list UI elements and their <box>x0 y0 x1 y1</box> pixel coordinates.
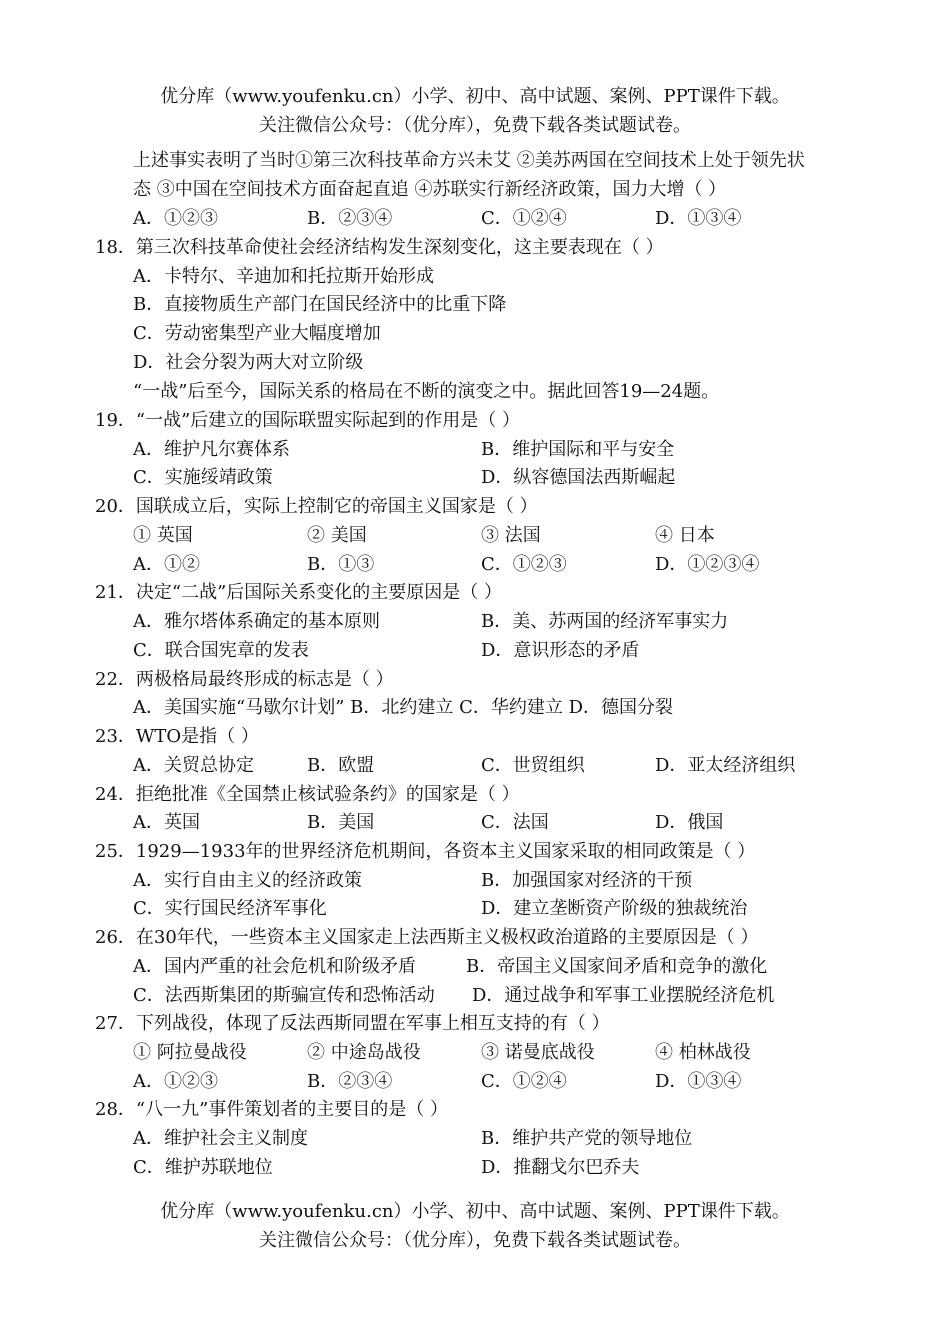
q26-option-b: B．帝国主义国家间矛盾和竞争的激化 <box>466 956 768 977</box>
q27-stem: 27．下列战役，体现了反法西斯同盟在军事上相互支持的有（ ） <box>95 1013 610 1034</box>
q22-stem: 22．两极格局最终形成的标志是（ ） <box>95 669 394 690</box>
q23-option-b: B．欧盟 <box>307 755 375 776</box>
q24-option-b: B．美国 <box>307 812 375 833</box>
q19-option-b: B．维护国际和平与安全 <box>481 439 675 460</box>
q25-option-a: A．实行自由主义的经济政策 <box>133 870 362 891</box>
q22-options: A．美国实施“马歇尔计划” B．北约建立 C．华约建立 D．德国分裂 <box>133 697 673 718</box>
q24-option-c: C．法国 <box>481 812 549 833</box>
q24-stem: 24．拒绝批准《全国禁止核试验条约》的国家是（ ） <box>95 784 520 805</box>
q17-option-a: A．①②③ <box>133 208 218 229</box>
q26-option-a: A．国内严重的社会危机和阶级矛盾 <box>133 956 416 977</box>
q20-option-d: D．①②③④ <box>655 554 760 575</box>
q26-option-c: C．法西斯集团的斯骗宣传和恐怖活动 <box>133 985 435 1006</box>
q28-stem: 28．“八一九”事件策划者的主要目的是（ ） <box>95 1099 449 1120</box>
q26-option-d: D．通过战争和军事工业摆脱经济危机 <box>472 985 775 1006</box>
q24-option-d: D．俄国 <box>655 812 724 833</box>
q28-option-c: C．维护苏联地位 <box>133 1157 273 1178</box>
q21-option-d: D．意识形态的矛盾 <box>481 640 640 661</box>
q19-option-a: A．维护凡尔赛体系 <box>133 439 290 460</box>
q21-option-c: C．联合国宪章的发表 <box>133 640 309 661</box>
q19-option-d: D．纵容德国法西斯崛起 <box>481 467 676 488</box>
q17-option-d: D．①③④ <box>655 208 742 229</box>
header-line-2: 关注微信公众号：（优分库），免费下载各类试题试卷。 <box>259 115 691 136</box>
q28-option-b: B．维护共产党的领导地位 <box>481 1128 693 1149</box>
q25-option-d: D．建立垄断资产阶级的独裁统治 <box>481 898 748 919</box>
q20-stem: 20．国联成立后，实际上控制它的帝国主义国家是（ ） <box>95 496 538 517</box>
footer-line-1: 优分库（www.youfenku.cn）小学、初中、高中试题、案例、PPT课件下载。 <box>160 1201 790 1222</box>
q26-stem: 26．在30年代，一些资本主义国家走上法西斯主义极权政治道路的主要原因是（ ） <box>95 927 759 948</box>
q20-item-2: ② 美国 <box>307 525 367 546</box>
footer-line-2: 关注微信公众号：（优分库），免费下载各类试题试卷。 <box>259 1230 691 1251</box>
q20-option-a: A．①② <box>133 554 200 575</box>
q23-option-d: D．亚太经济组织 <box>655 755 796 776</box>
q25-option-b: B．加强国家对经济的干预 <box>481 870 693 891</box>
q18-stem: 18．第三次科技革命使社会经济结构发生深刻变化，这主要表现在（ ） <box>95 237 664 258</box>
q21-option-a: A．雅尔塔体系确定的基本原则 <box>133 611 380 632</box>
q17-option-c: C．①②④ <box>481 208 567 229</box>
q21-stem: 21．决定“二战”后国际关系变化的主要原因是（ ） <box>95 582 503 603</box>
section-intro: “一战”后至今，国际关系的格局在不断的演变之中。据此回答19—24题。 <box>133 381 720 402</box>
q18-option-c: C．劳动密集型产业大幅度增加 <box>133 323 381 344</box>
q23-stem: 23．WTO是指（ ） <box>95 726 259 747</box>
q27-option-a: A．①②③ <box>133 1071 218 1092</box>
q23-option-c: C．世贸组织 <box>481 755 585 776</box>
header-line-1: 优分库（www.youfenku.cn）小学、初中、高中试题、案例、PPT课件下载。 <box>160 86 790 107</box>
q25-stem: 25．1929—1933年的世界经济危机期间，各资本主义国家采取的相同政策是（ ） <box>95 841 756 862</box>
q27-item-4: ④ 柏林战役 <box>655 1042 751 1063</box>
q23-option-a: A．关贸总协定 <box>133 755 254 776</box>
q27-item-1: ① 阿拉曼战役 <box>133 1042 247 1063</box>
q27-item-3: ③ 诺曼底战役 <box>481 1042 595 1063</box>
q20-option-b: B．①③ <box>307 554 375 575</box>
q18-option-d: D．社会分裂为两大对立阶级 <box>133 352 364 373</box>
q17-option-b: B．②③④ <box>307 208 393 229</box>
q17-text-line-1: 上述事实表明了当时①第三次科技革命方兴未艾 ②美苏两国在空间技术上处于领先状 <box>133 150 805 171</box>
q28-option-a: A．维护社会主义制度 <box>133 1128 308 1149</box>
q27-item-2: ② 中途岛战役 <box>307 1042 421 1063</box>
q18-option-a: A．卡特尔、辛迪加和托拉斯开始形成 <box>133 266 434 287</box>
q21-option-b: B．美、苏两国的经济军事实力 <box>481 611 729 632</box>
q27-option-d: D．①③④ <box>655 1071 742 1092</box>
q19-option-c: C．实施绥靖政策 <box>133 467 273 488</box>
q20-item-1: ① 英国 <box>133 525 193 546</box>
q27-option-b: B．②③④ <box>307 1071 393 1092</box>
q20-item-3: ③ 法国 <box>481 525 541 546</box>
q25-option-c: C．实行国民经济军事化 <box>133 898 327 919</box>
q24-option-a: A．英国 <box>133 812 200 833</box>
q18-option-b: B．直接物质生产部门在国民经济中的比重下降 <box>133 294 507 315</box>
q17-text-line-2: 态 ③中国在空间技术方面奋起直追 ④苏联实行新经济政策，国力大增（ ） <box>133 179 727 200</box>
q20-item-4: ④ 日本 <box>655 525 715 546</box>
q28-option-d: D．推翻戈尔巴乔夫 <box>481 1157 640 1178</box>
q20-option-c: C．①②③ <box>481 554 567 575</box>
q27-option-c: C．①②④ <box>481 1071 567 1092</box>
q19-stem: 19．“一战”后建立的国际联盟实际起到的作用是（ ） <box>95 410 521 431</box>
